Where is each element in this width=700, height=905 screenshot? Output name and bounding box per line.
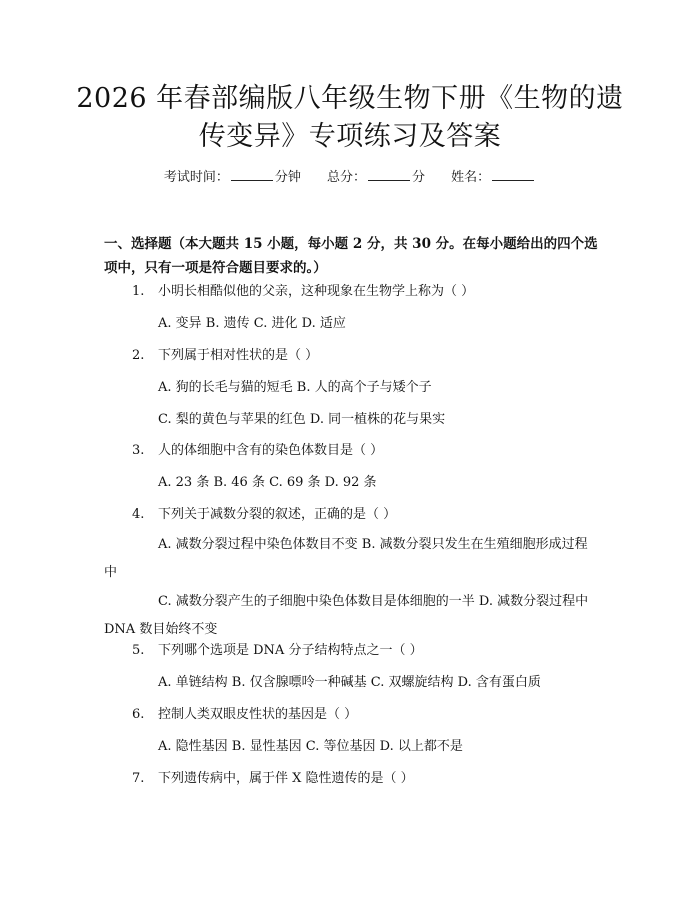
student-name-blank xyxy=(492,168,534,181)
question-stem: 人的体细胞中含有的染色体数目是（ ） xyxy=(158,443,384,458)
total-score-label: 总分： xyxy=(326,170,366,185)
question-stem: 下列属于相对性状的是（ ） xyxy=(158,348,319,363)
document-title xyxy=(60,80,640,156)
student-name-label: 姓名： xyxy=(451,170,491,185)
question-5 xyxy=(132,641,423,661)
question-2 xyxy=(132,346,318,366)
question-1 xyxy=(132,282,474,302)
question-4 xyxy=(132,505,396,525)
exam-time-unit: 分钟 xyxy=(274,170,301,185)
total-score-field xyxy=(327,168,425,188)
title-line-2: 传变异》专项练习及答案 xyxy=(198,121,502,152)
question-3-options: A. 23 条 B. 46 条 C. 69 条 D. 92 条 xyxy=(158,475,377,490)
title-line-1: 2026 年春部编版八年级生物下册《生物的遗 xyxy=(76,83,624,114)
question-number: 1. xyxy=(132,284,145,299)
question-number: 4. xyxy=(132,507,145,522)
question-4-options-line-1: A. 减数分裂过程中染色体数目不变 B. 减数分裂只发生在生殖细胞形成过程中 xyxy=(104,537,588,580)
question-number: 7. xyxy=(132,771,145,786)
question-stem: 下列关于减数分裂的叙述，正确的是（ ） xyxy=(158,507,397,522)
question-2-options-line-1: A. 狗的长毛与猫的短毛 B. 人的高个子与矮个子 xyxy=(158,380,432,395)
question-stem: 小明长相酷似他的父亲，这种现象在生物学上称为（ ） xyxy=(158,284,475,299)
student-name-field xyxy=(451,168,536,188)
question-number: 2. xyxy=(132,348,145,363)
total-score-blank xyxy=(368,168,410,181)
section-heading: 一、选择题（本大题共 15 小题，每小题 2 分，共 30 分。在每小题给出的四个选项中，只有一项是符合题目要求的。） xyxy=(104,236,598,276)
question-6-options: A. 隐性基因 B. 显性基因 C. 等位基因 D. 以上都不是 xyxy=(158,739,463,754)
question-stem: 下列哪个选项是 DNA 分子结构特点之一（ ） xyxy=(158,643,423,658)
total-score-unit: 分 xyxy=(412,170,426,185)
question-stem: 控制人类双眼皮性状的基因是（ ） xyxy=(158,707,358,722)
exam-info-line xyxy=(0,168,700,188)
question-2-options-line-2: C. 梨的黄色与苹果的红色 D. 同一植株的花与果实 xyxy=(158,412,446,427)
question-7 xyxy=(132,769,414,789)
exam-time-field xyxy=(164,168,301,188)
exam-time-blank xyxy=(231,168,273,181)
question-3 xyxy=(132,441,383,461)
question-number: 6. xyxy=(132,707,145,722)
question-number: 5. xyxy=(132,643,145,658)
question-6 xyxy=(132,705,357,725)
question-stem: 下列遗传病中，属于伴 X 隐性遗传的是（ ） xyxy=(158,771,414,786)
exam-time-label: 考试时间： xyxy=(163,170,229,185)
question-1-options: A. 变异 B. 遗传 C. 进化 D. 适应 xyxy=(158,316,346,331)
question-5-options: A. 单链结构 B. 仅含腺嘌呤一种碱基 C. 双螺旋结构 D. 含有蛋白质 xyxy=(158,675,541,690)
question-number: 3. xyxy=(132,443,145,458)
question-4-options-line-2: C. 减数分裂产生的子细胞中染色体数目是体细胞的一半 D. 减数分裂过程中 DNA 数目始终不变 xyxy=(104,594,589,637)
